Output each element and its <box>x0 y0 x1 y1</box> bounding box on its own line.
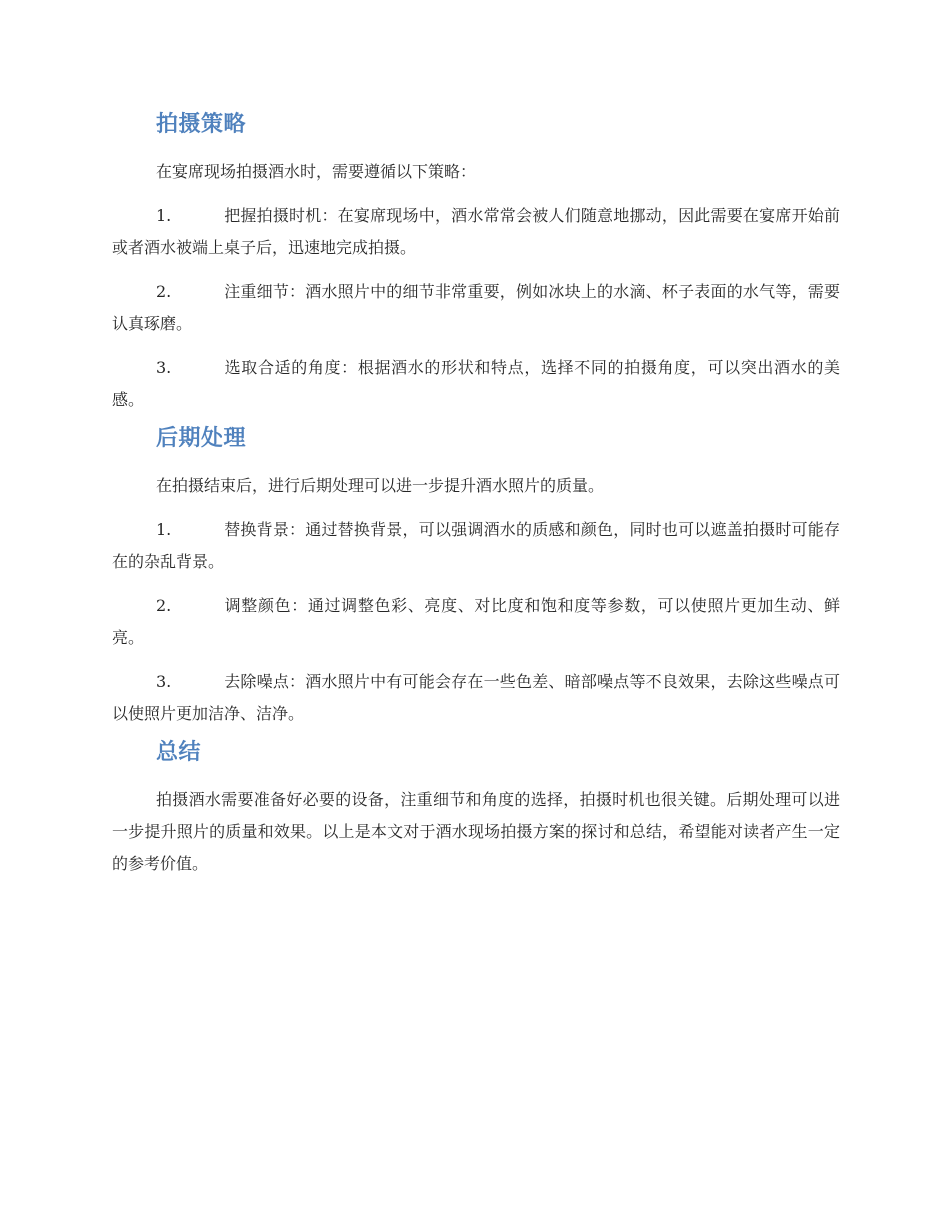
list-item <box>112 590 840 654</box>
section-shooting-strategy <box>112 110 840 416</box>
list-item-text: 替换背景：通过替换背景，可以强调酒水的质感和颜色，同时也可以遮盖拍摄时可能存在的杂乱背景。 <box>112 520 840 571</box>
list-item-text: 把握拍摄时机：在宴席现场中，酒水常常会被人们随意地挪动，因此需要在宴席开始前或者酒水被端上桌子后，迅速地完成拍摄。 <box>112 206 840 257</box>
list-item-text: 去除噪点：酒水照片中有可能会存在一些色差、暗部噪点等不良效果，去除这些噪点可以使照片更加洁净、洁净。 <box>112 672 840 723</box>
section-intro: 在拍摄结束后，进行后期处理可以进一步提升酒水照片的质量。 <box>156 476 605 495</box>
section-intro: 拍摄酒水需要准备好必要的设备，注重细节和角度的选择，拍摄时机也很关键。后期处理可以进一步提升照片的质量和效果。以上是本文对于酒水现场拍摄方案的探讨和总结，希望能对读者产生一定的参考价值。 <box>112 790 840 873</box>
list-item <box>112 200 840 264</box>
list-item-text: 注重细节：酒水照片中的细节非常重要，例如冰块上的水滴、杯子表面的水气等，需要认真琢磨。 <box>112 282 840 333</box>
document-body <box>112 110 840 880</box>
section-intro: 在宴席现场拍摄酒水时，需要遵循以下策略： <box>156 162 477 181</box>
section-post-processing <box>112 424 840 730</box>
section-summary <box>112 738 840 880</box>
section-heading: 后期处理 <box>156 426 247 451</box>
section-heading: 总结 <box>156 740 202 765</box>
list-item <box>112 666 840 730</box>
list-item-number: 2. <box>156 282 172 301</box>
list-item-text: 调整颜色：通过调整色彩、亮度、对比度和饱和度等参数，可以使照片更加生动、鲜亮。 <box>112 596 840 647</box>
list-item-number: 1. <box>156 520 172 539</box>
list-item-number: 1. <box>156 206 172 225</box>
list-item-number: 3. <box>156 672 172 691</box>
list-item <box>112 352 840 416</box>
list-item-number: 2. <box>156 596 172 615</box>
list-item-text: 选取合适的角度：根据酒水的形状和特点，选择不同的拍摄角度，可以突出酒水的美感。 <box>112 358 840 409</box>
list-item <box>112 514 840 578</box>
section-heading: 拍摄策略 <box>156 112 247 137</box>
list-item-number: 3. <box>156 358 172 377</box>
list-item <box>112 276 840 340</box>
